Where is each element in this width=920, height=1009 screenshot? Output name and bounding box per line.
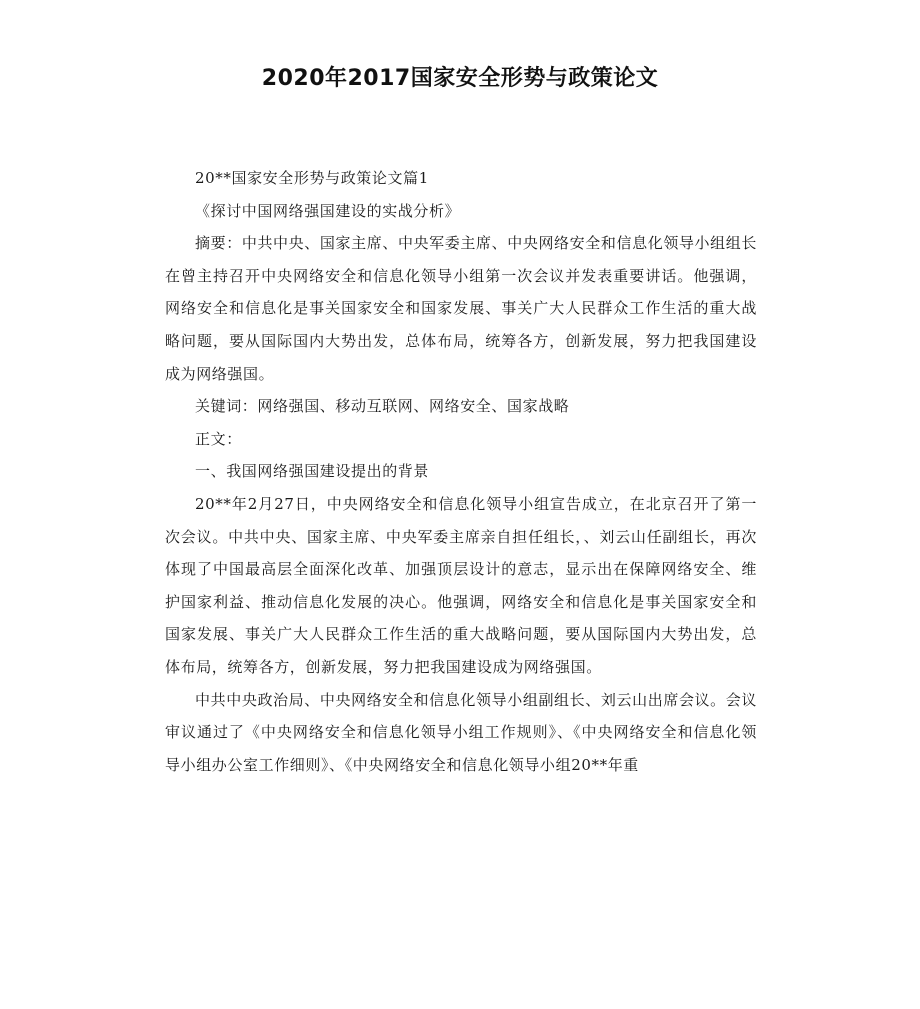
paragraph-subtitle: 《探讨中国网络强国建设的实战分析》 [195,201,461,220]
paragraph-article-heading: 20**国家安全形势与政策论文篇1 [195,169,429,187]
paragraph-section-heading: 一、我国网络强国建设提出的背景 [195,462,430,481]
document-title: 2020年2017国家安全形势与政策论文 [261,66,659,91]
paragraph-body-label: 正文： [195,429,242,448]
paragraph-body-2: 中共中央政治局、中央网络安全和信息化领导小组副组长、刘云山出席会议。会议审议通过了《中央网络安全和信息化领导小组工作规则》、《中央网络安全和信息化领导小组办公室工作细则》、《中央网络安全和信息化领导小组20**年重 [165,690,757,774]
paragraph-keywords: 关键词：网络强国、移动互联网、网络安全、国家战略 [195,397,570,416]
document-body [165,162,757,781]
paragraph-abstract: 摘要：中共中央、国家主席、中央军委主席、中央网络安全和信息化领导小组组长在曾主持召开中央网络安全和信息化领导小组第一次会议并发表重要讲话。他强调，网络安全和信息化是事关国家安全和国家发展、事关广大人民群众工作生活的重大战略问题，要从国际国内大势出发，总体布局，统筹各方，创新发展，努力把我国建设成为网络强国。 [165,234,757,383]
paragraph-body-1: 20**年2月27日，中央网络安全和信息化领导小组宣告成立，在北京召开了第一次会议。中共中央、国家主席、中央军委主席亲自担任组长，、刘云山任副组长，再次体现了中国最高层全面深化改革、加强顶层设计的意志，显示出在保障网络安全、维护国家利益、推动信息化发展的决心。他强调，网络安全和信息化是事关国家安全和国家发展、事关广大人民群众工作生活的重大战略问题，要从国际国内大势出发，总体布局，统筹各方，创新发展，努力把我国建设成为网络强国。 [165,494,757,676]
